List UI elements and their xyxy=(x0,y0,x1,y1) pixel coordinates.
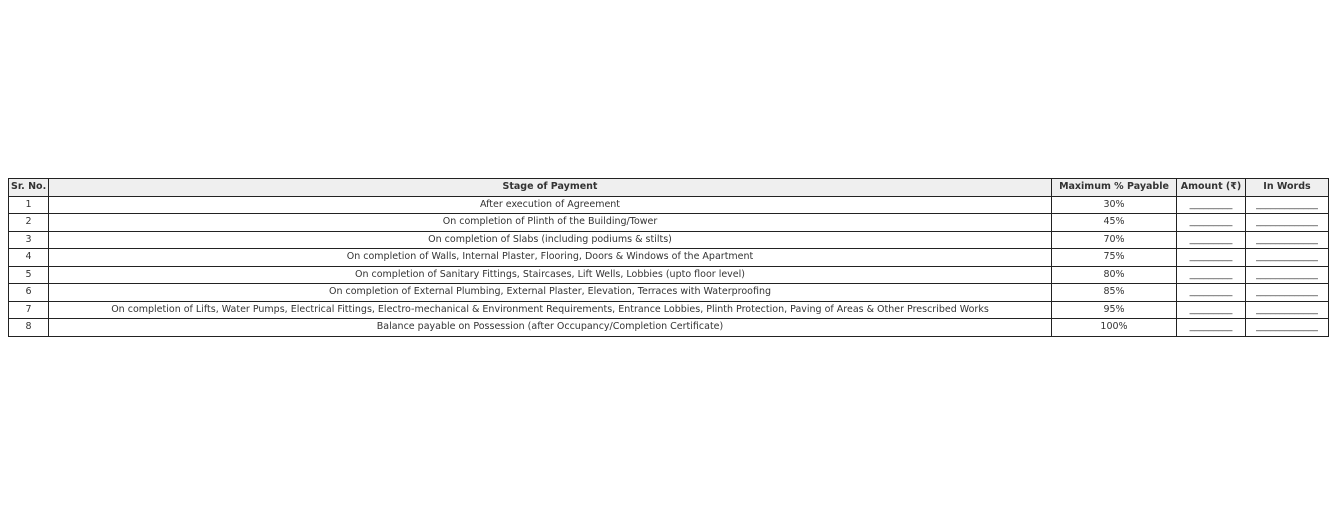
row-stage: On completion of Slabs (including podiums & stilts) xyxy=(49,231,1052,249)
row-max-payable: 95% xyxy=(1052,301,1177,319)
row-stage: On completion of Walls, Internal Plaster, Flooring, Doors & Windows of the Apartment xyxy=(49,249,1052,267)
row-max-payable: 75% xyxy=(1052,249,1177,267)
row-max-payable: 80% xyxy=(1052,266,1177,284)
row-in-words-blank: _____________ xyxy=(1246,284,1329,302)
row-in-words-blank: _____________ xyxy=(1246,214,1329,232)
header-amount: Amount (₹) xyxy=(1177,179,1246,197)
row-stage: On completion of Sanitary Fittings, Staircases, Lift Wells, Lobbies (upto floor level) xyxy=(49,266,1052,284)
table-row xyxy=(9,249,1329,267)
row-amount-blank: _________ xyxy=(1177,266,1246,284)
table-row xyxy=(9,231,1329,249)
row-in-words-blank: _____________ xyxy=(1246,301,1329,319)
row-max-payable: 100% xyxy=(1052,319,1177,337)
row-sr-no: 6 xyxy=(9,284,49,302)
header-in-words: In Words xyxy=(1246,179,1329,197)
table-row xyxy=(9,214,1329,232)
row-in-words-blank: _____________ xyxy=(1246,196,1329,214)
row-sr-no: 2 xyxy=(9,214,49,232)
row-in-words-blank: _____________ xyxy=(1246,319,1329,337)
row-amount-blank: _________ xyxy=(1177,319,1246,337)
row-sr-no: 8 xyxy=(9,319,49,337)
row-sr-no: 7 xyxy=(9,301,49,319)
row-stage: Balance payable on Possession (after Occupancy/Completion Certificate) xyxy=(49,319,1052,337)
row-max-payable: 45% xyxy=(1052,214,1177,232)
row-max-payable: 85% xyxy=(1052,284,1177,302)
row-stage: After execution of Agreement xyxy=(49,196,1052,214)
row-amount-blank: _________ xyxy=(1177,284,1246,302)
header-maximum-payable: Maximum % Payable xyxy=(1052,179,1177,197)
row-stage: On completion of Plinth of the Building/Tower xyxy=(49,214,1052,232)
row-sr-no: 5 xyxy=(9,266,49,284)
row-sr-no: 4 xyxy=(9,249,49,267)
row-sr-no: 3 xyxy=(9,231,49,249)
row-amount-blank: _________ xyxy=(1177,196,1246,214)
row-max-payable: 30% xyxy=(1052,196,1177,214)
payment-schedule-table xyxy=(8,178,1329,337)
row-amount-blank: _________ xyxy=(1177,214,1246,232)
table-header-row xyxy=(9,179,1329,197)
row-amount-blank: _________ xyxy=(1177,301,1246,319)
table-row xyxy=(9,319,1329,337)
row-max-payable: 70% xyxy=(1052,231,1177,249)
row-amount-blank: _________ xyxy=(1177,231,1246,249)
row-in-words-blank: _____________ xyxy=(1246,266,1329,284)
header-stage-of-payment: Stage of Payment xyxy=(49,179,1052,197)
row-stage: On completion of Lifts, Water Pumps, Electrical Fittings, Electro-mechanical & Environment Requirements, Entrance Lobbies, Plinth Protection, Paving of Areas & Other Prescribed Works xyxy=(49,301,1052,319)
table-row xyxy=(9,284,1329,302)
table-row xyxy=(9,266,1329,284)
table-row xyxy=(9,196,1329,214)
row-sr-no: 1 xyxy=(9,196,49,214)
row-amount-blank: _________ xyxy=(1177,249,1246,267)
row-stage: On completion of External Plumbing, External Plaster, Elevation, Terraces with Waterproofing xyxy=(49,284,1052,302)
row-in-words-blank: _____________ xyxy=(1246,231,1329,249)
row-in-words-blank: _____________ xyxy=(1246,249,1329,267)
header-sr-no: Sr. No. xyxy=(9,179,49,197)
table-row xyxy=(9,301,1329,319)
